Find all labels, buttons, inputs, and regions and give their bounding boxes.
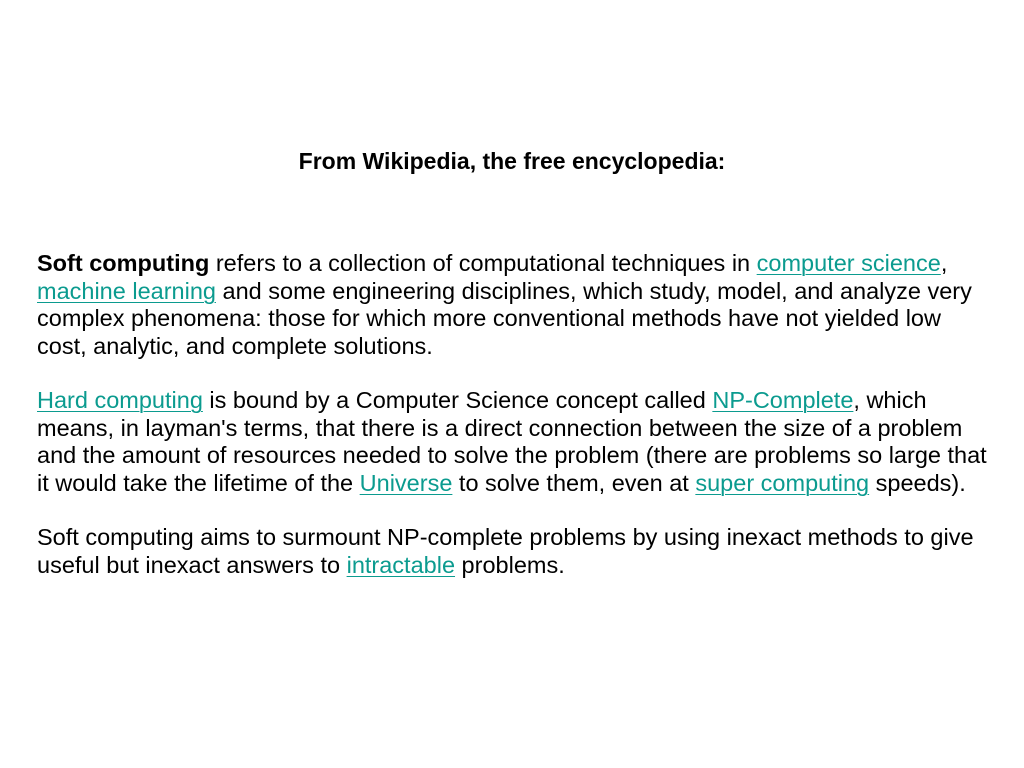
paragraph-soft-computing	[37, 250, 997, 360]
paragraph-text: is bound by a Computer Science concept called	[202, 387, 713, 413]
link-machine-learning[interactable]: machine learning	[37, 277, 216, 304]
paragraph-text: , which means, in layman's terms, that there is a direct connection between the size of a problem and the amount of resources needed to solve the problem (there are problems so large that it would take the lifetime of the	[37, 387, 987, 496]
link-computer-science[interactable]: computer science	[756, 250, 941, 276]
paragraph-text: and some engineering disciplines, which study, model, and analyze very complex phenomena: those for which more conventional methods have not yielded low cost, analytic, and complete solutions.	[37, 277, 972, 359]
link-np-complete[interactable]: NP-Complete	[712, 387, 854, 413]
paragraph-text: to solve them, even at	[452, 469, 696, 496]
link-hard-computing[interactable]: Hard computing	[37, 387, 203, 413]
paragraph-soft-computing-aims	[37, 524, 997, 579]
paragraph-hard-computing	[37, 387, 997, 497]
paragraph-text: Soft computing aims to surmount NP-complete problems by using inexact methods to give useful but inexact answers to	[37, 524, 974, 578]
link-universe[interactable]: Universe	[359, 469, 453, 496]
paragraph-text: problems.	[455, 551, 565, 578]
link-intractable[interactable]: intractable	[346, 551, 456, 578]
page-title: From Wikipedia, the free encyclopedia:	[298, 148, 726, 174]
paragraph-text: speeds).	[869, 469, 966, 496]
slide-content	[37, 250, 997, 606]
link-super-computing[interactable]: super computing	[695, 469, 870, 496]
separator-text: ,	[940, 250, 948, 276]
paragraph-text: refers to a collection of computational techniques in	[209, 250, 757, 276]
term-soft-computing: Soft computing	[37, 250, 210, 276]
